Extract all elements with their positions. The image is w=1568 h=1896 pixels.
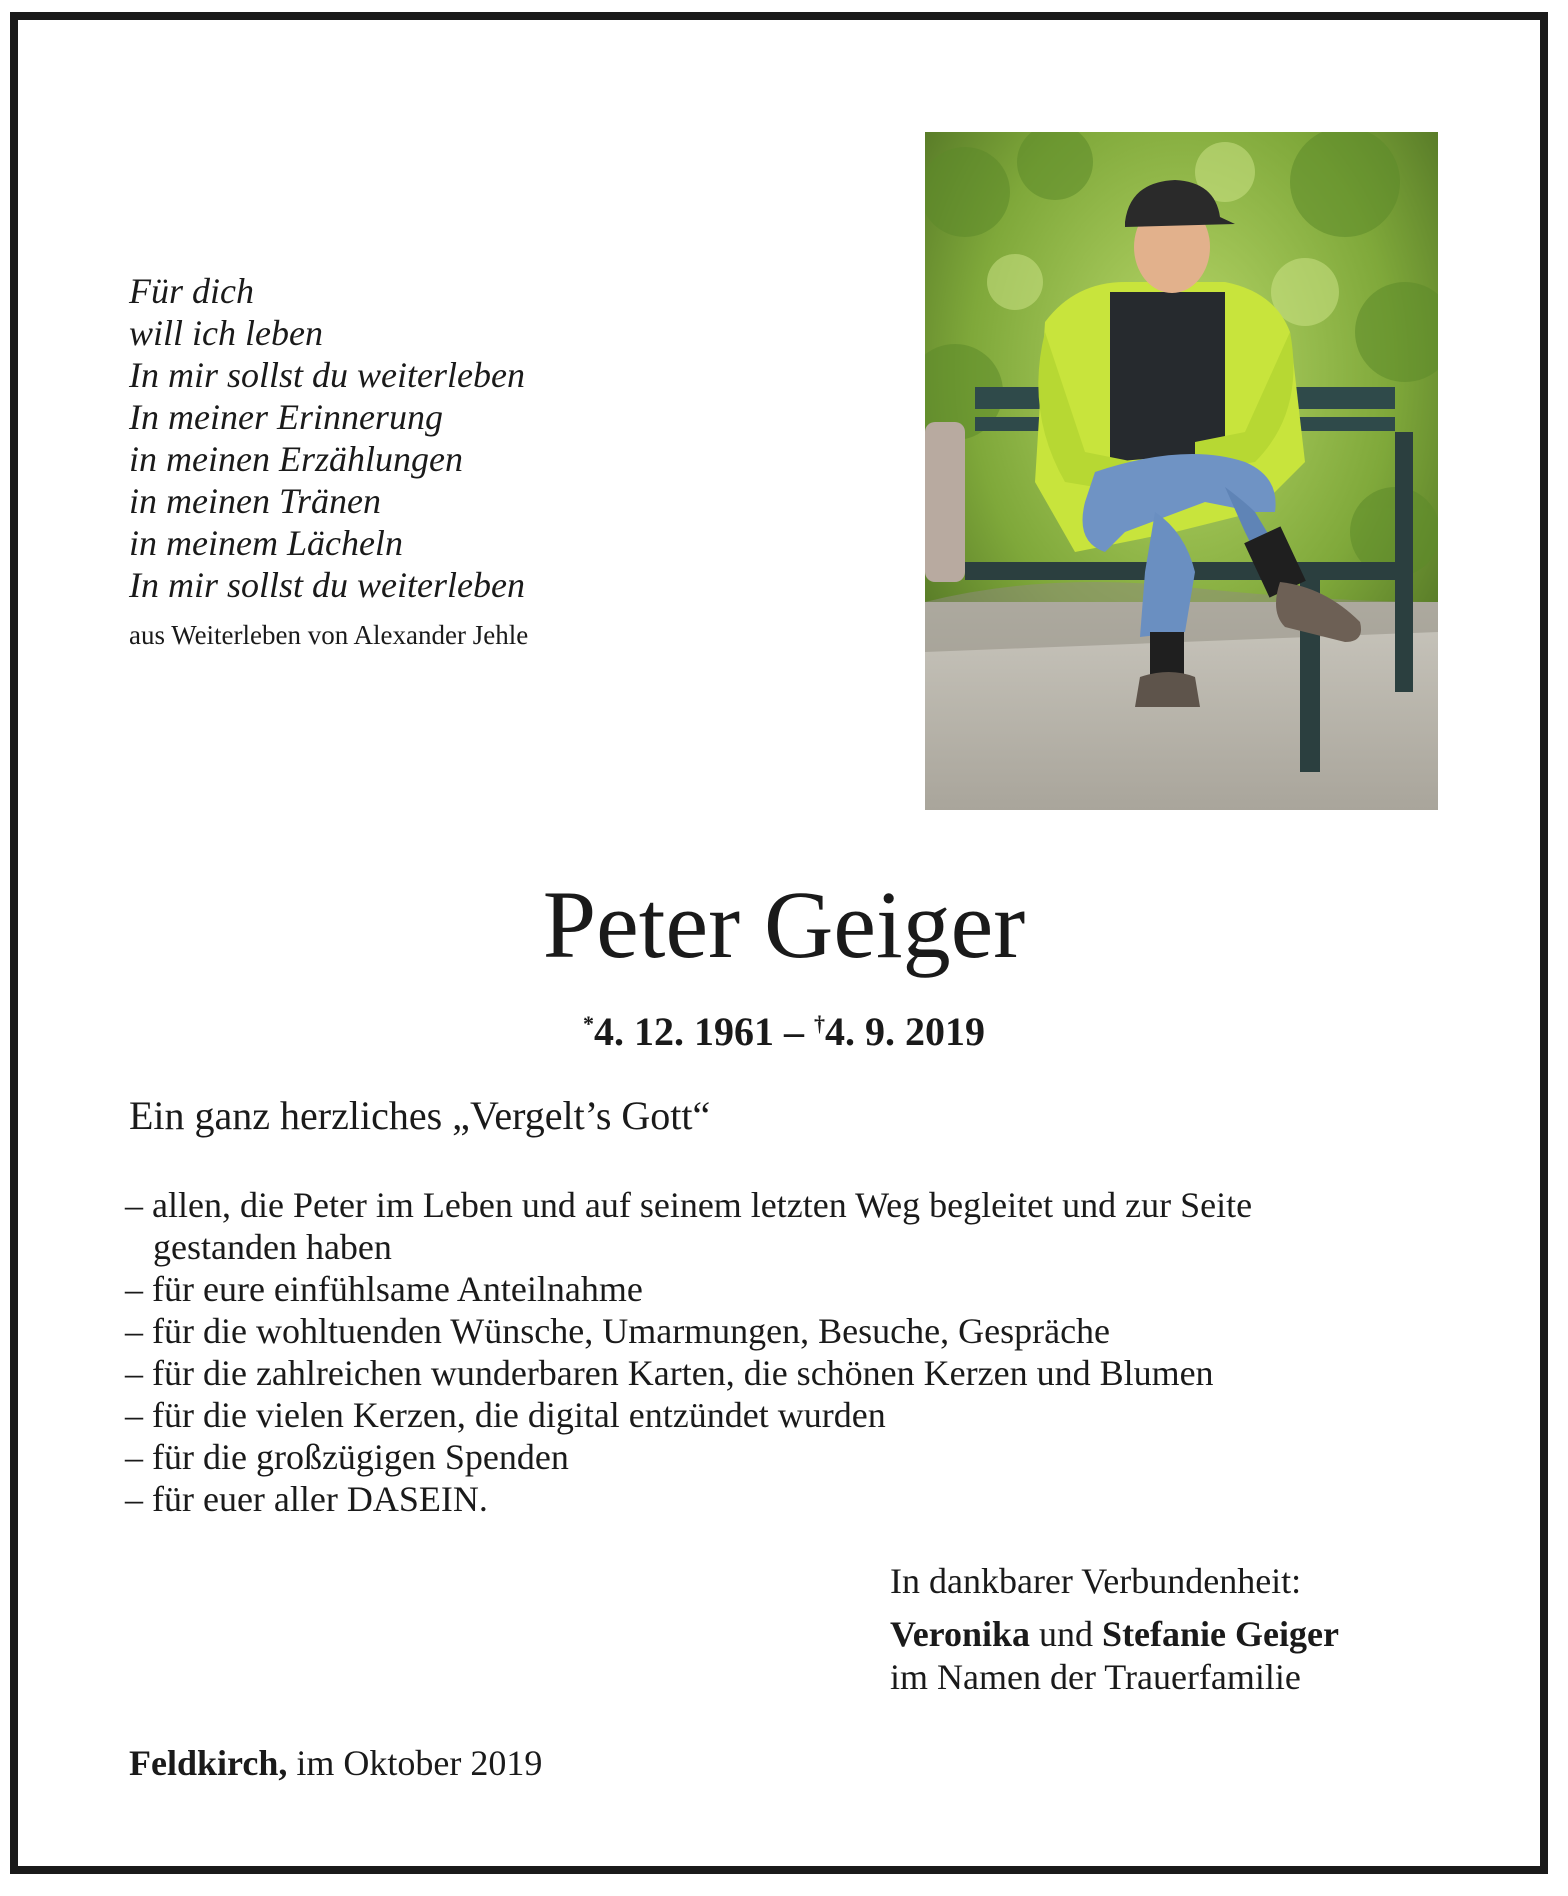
- list-item: – für die großzügigen Spenden: [125, 1437, 569, 1477]
- birth-date: 4. 12. 1961: [594, 1009, 774, 1054]
- signature-names: [890, 1613, 1339, 1656]
- birth-symbol: *: [583, 1011, 594, 1036]
- list-item-continuation: gestanden haben: [153, 1227, 392, 1267]
- signature-family: im Namen der Trauerfamilie: [890, 1657, 1301, 1697]
- poem-line: In meiner Erinnerung: [129, 397, 443, 437]
- signer-name-2: Stefanie Geiger: [1102, 1614, 1339, 1654]
- poem-source: aus Weiterleben von Alexander Jehle: [129, 620, 529, 650]
- life-dates: [0, 1000, 1568, 1056]
- date-separator: –: [774, 1009, 814, 1054]
- list-item: – allen, die Peter im Leben und auf seinem letzten Weg begleitet und zur Seite: [125, 1185, 1253, 1225]
- place-city: Feldkirch,: [129, 1743, 288, 1783]
- list-item: – für die zahlreichen wunderbaren Karten, die schönen Kerzen und Blumen: [125, 1353, 1214, 1393]
- poem: [129, 270, 525, 606]
- signature-connector: und: [1030, 1614, 1103, 1654]
- list-item: – für die wohltuenden Wünsche, Umarmungen, Besuche, Gespräche: [125, 1311, 1111, 1351]
- list-item: – für eure einfühlsame Anteilnahme: [125, 1269, 643, 1309]
- deceased-name: Peter Geiger: [542, 871, 1026, 978]
- poem-line: in meinen Tränen: [129, 481, 381, 521]
- portrait-photo: [925, 132, 1438, 810]
- signature-intro: In dankbarer Verbundenheit:: [890, 1561, 1302, 1601]
- poem-line: In mir sollst du weiterleben: [129, 355, 525, 395]
- list-item: – für die vielen Kerzen, die digital entzündet wurden: [125, 1395, 886, 1435]
- poem-line: Für dich: [129, 271, 254, 311]
- death-symbol: †: [814, 1011, 825, 1036]
- signature-block: [890, 1560, 1339, 1699]
- thanks-list: [125, 1184, 1252, 1520]
- poem-line: In mir sollst du weiterleben: [129, 565, 525, 605]
- place-month: im Oktober 2019: [287, 1743, 543, 1783]
- thanks-headline: Ein ganz herzliches „Vergelt’s Gott“: [129, 1093, 711, 1138]
- death-date: 4. 9. 2019: [825, 1009, 985, 1054]
- poem-line: in meinen Erzählungen: [129, 439, 463, 479]
- list-item: – für euer aller DASEIN.: [125, 1479, 488, 1519]
- poem-line: will ich leben: [129, 313, 323, 353]
- poem-line: in meinem Lächeln: [129, 523, 403, 563]
- place-date: [129, 1742, 542, 1784]
- signer-name-1: Veronika: [890, 1614, 1031, 1654]
